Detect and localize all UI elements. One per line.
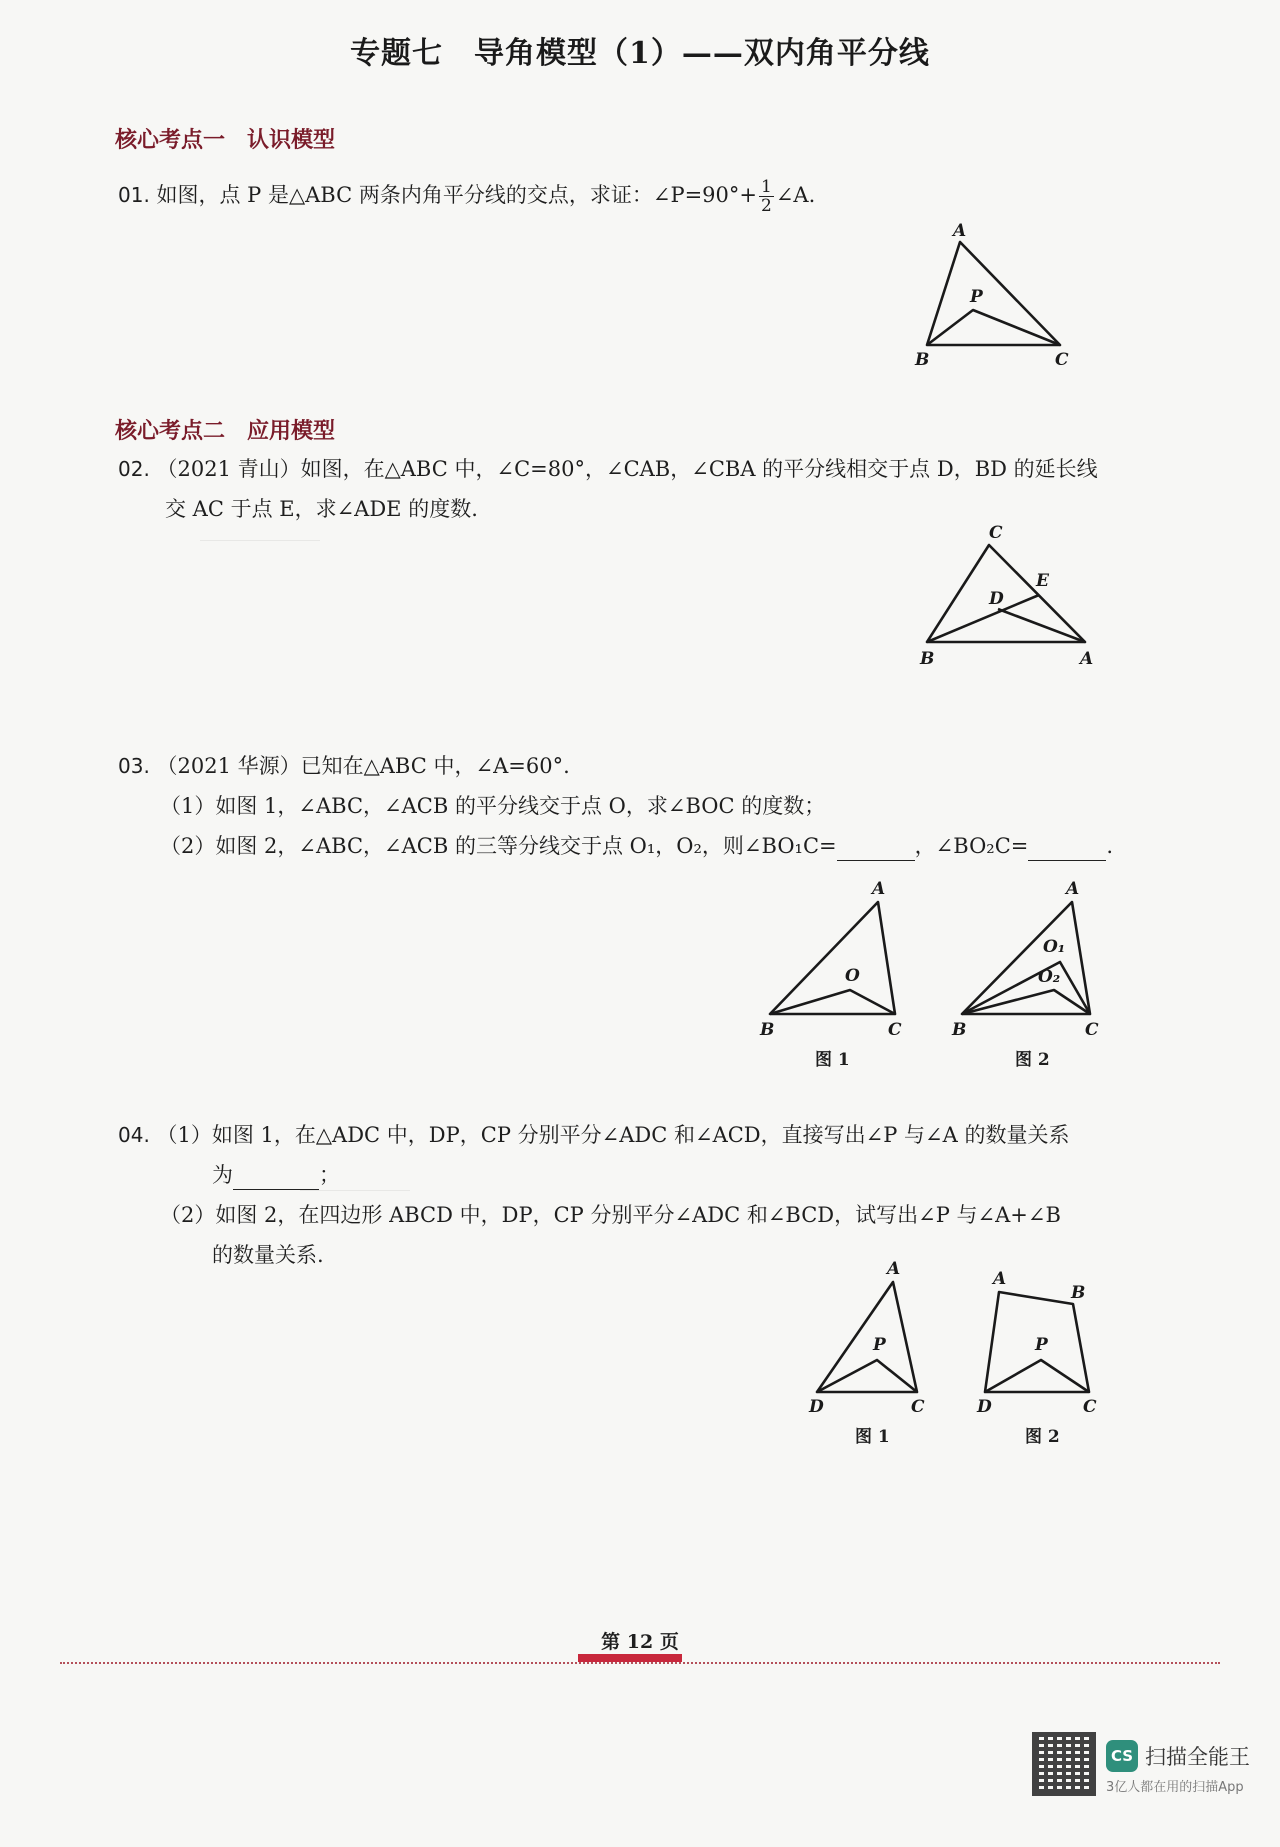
- watermark-tagline: 3亿人都在用的扫描App: [1106, 1780, 1244, 1795]
- question-text: （1）如图 1，在△ADC 中，DP，CP 分别平分∠ADC 和∠ACD，直接写出∠P 与∠A 的数量关系: [156, 1123, 1070, 1147]
- footer-divider: [60, 1662, 1220, 1664]
- question-number: 01.: [118, 183, 150, 207]
- label-o2: O₂: [1038, 967, 1061, 987]
- question-text: 如图，点 P 是△ABC 两条内角平分线的交点，求证：∠P=90°+: [156, 183, 757, 207]
- triangle-abc: [770, 902, 895, 1014]
- label-c: C: [989, 523, 1003, 543]
- label-b: B: [952, 1020, 967, 1040]
- label-b: B: [915, 350, 930, 370]
- figure-triangle-abc-de: [915, 520, 1095, 670]
- triangle-adc: [817, 1282, 917, 1392]
- bisector-lines: [985, 1360, 1089, 1392]
- fraction: [759, 178, 774, 215]
- part2-text-mid: ，∠BO₂C=: [914, 834, 1029, 858]
- page-title: 专题七 导角模型（1）——双内角平分线: [350, 36, 930, 71]
- question-04-part2-line2: 的数量关系.: [212, 1243, 324, 1267]
- figure-caption: 图 1: [855, 1427, 890, 1447]
- label-a: A: [887, 1259, 901, 1279]
- camscanner-logo-icon: CS: [1106, 1740, 1138, 1772]
- fraction-numerator: 1: [761, 177, 772, 197]
- bisector-lines: [927, 310, 1060, 345]
- label-b: B: [760, 1020, 775, 1040]
- question-04-part2: （2）如图 2，在四边形 ABCD 中，DP，CP 分别平分∠ADC 和∠BCD，试写出∠P 与∠A+∠B: [160, 1203, 1061, 1227]
- text-wei: 为: [212, 1163, 233, 1187]
- bleed-through-mark: [200, 540, 320, 541]
- question-02-line2: 交 AC 于点 E，求∠ADE 的度数.: [165, 497, 478, 521]
- label-p: P: [1035, 1335, 1048, 1355]
- label-a: A: [953, 221, 967, 241]
- label-d: D: [989, 589, 1004, 609]
- label-c: C: [911, 1397, 925, 1417]
- question-04: [118, 1120, 1069, 1150]
- label-a: A: [993, 1269, 1007, 1289]
- bisector-lines: [817, 1360, 917, 1392]
- figure-caption: 图 1: [815, 1050, 850, 1070]
- label-e: E: [1036, 571, 1049, 591]
- question-03-part2: [160, 831, 1113, 861]
- question-01: [118, 178, 815, 215]
- question-04-line2: [212, 1160, 340, 1190]
- section-heading: 核心考点二 应用模型: [115, 418, 336, 444]
- page-number: 第 12 页: [601, 1631, 679, 1653]
- trisector-lines-o1: [962, 962, 1090, 1014]
- footer-accent-bar: [578, 1654, 682, 1662]
- figure-q3-fig2: [950, 880, 1120, 1050]
- label-p: P: [970, 287, 983, 307]
- label-o1: O₁: [1043, 937, 1066, 957]
- figure-caption: 图 2: [1025, 1427, 1060, 1447]
- question-text: （2021 青山）如图，在△ABC 中，∠C=80°，∠CAB，∠CBA 的平分线相交于点 D，BD 的延长线: [156, 457, 1098, 481]
- question-03-part1: （1）如图 1，∠ABC，∠ACB 的平分线交于点 O，求∠BOC 的度数；: [160, 794, 826, 818]
- label-a: A: [872, 879, 886, 899]
- question-text: （2021 华源）已知在△ABC 中，∠A=60°.: [156, 754, 570, 778]
- question-number: 04.: [118, 1123, 150, 1147]
- section-heading: 核心考点一 认识模型: [115, 127, 336, 153]
- label-b: B: [920, 649, 935, 669]
- part2-text-end: .: [1106, 834, 1114, 858]
- label-a: A: [1080, 649, 1094, 669]
- question-02: [118, 454, 1098, 484]
- label-c: C: [888, 1020, 902, 1040]
- line-ad: [998, 609, 1085, 642]
- bleed-through-mark: [300, 1190, 410, 1191]
- answer-blank-bo2c[interactable]: [1028, 840, 1106, 861]
- fraction-denominator: 2: [761, 196, 772, 216]
- label-c: C: [1055, 350, 1069, 370]
- figure-q4-fig1: [805, 1260, 935, 1420]
- text-semicolon: ；: [319, 1163, 340, 1187]
- answer-blank-relation[interactable]: [233, 1169, 319, 1190]
- answer-blank-bo1c[interactable]: [837, 840, 915, 861]
- part2-text: （2）如图 2，∠ABC，∠ACB 的三等分线交于点 O₁，O₂，则∠BO₁C=: [160, 834, 837, 858]
- question-text-end: ∠A.: [775, 183, 816, 207]
- watermark-app-name: 扫描全能王: [1145, 1745, 1250, 1769]
- figure-q4-fig2: [975, 1260, 1125, 1420]
- figure-q3-fig1: [760, 880, 920, 1050]
- question-number: 02.: [118, 457, 150, 481]
- label-c: C: [1083, 1397, 1097, 1417]
- question-03: [118, 751, 570, 781]
- label-p: P: [873, 1335, 886, 1355]
- figure-triangle-abc-p: [915, 222, 1075, 372]
- triangle-abc: [927, 545, 1085, 642]
- figure-caption: 图 2: [1015, 1050, 1050, 1070]
- label-d: D: [809, 1397, 824, 1417]
- label-d: D: [977, 1397, 992, 1417]
- qr-code-icon: [1032, 1732, 1096, 1796]
- label-b: B: [1071, 1283, 1086, 1303]
- question-number: 03.: [118, 754, 150, 778]
- label-o: O: [845, 966, 860, 986]
- label-c: C: [1085, 1020, 1099, 1040]
- label-a: A: [1066, 879, 1080, 899]
